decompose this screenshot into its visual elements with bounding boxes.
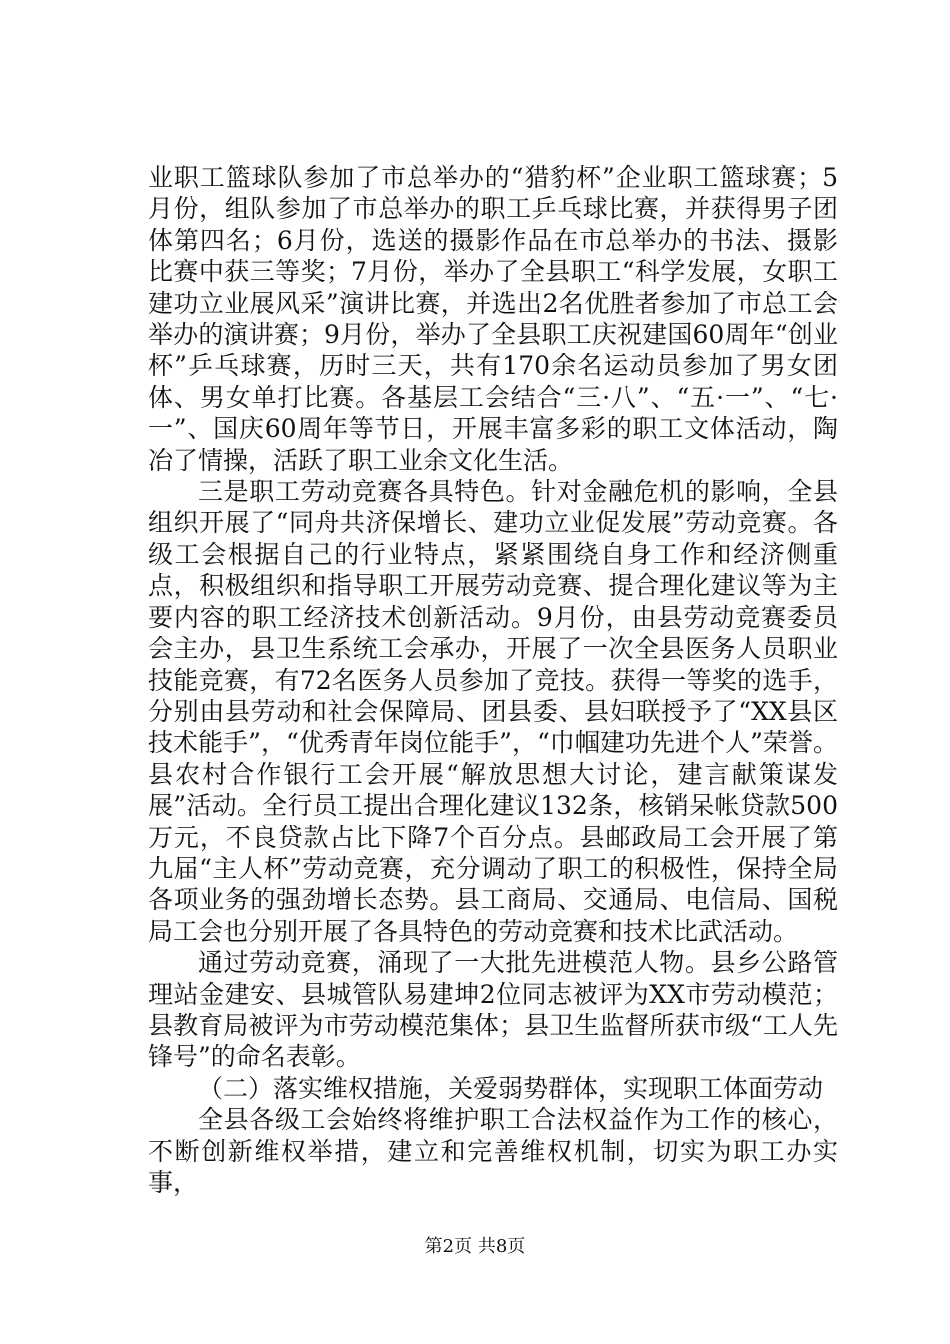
page-number-label: 第2页 共8页 (424, 1236, 526, 1257)
paragraph-2: 三是职工劳动竞赛各具特色。针对金融危机的影响，全县组织开展了“同舟共济保增长、建功立业促发展”劳动竞赛。各级工会根据自己的行业特点，紧紧围绕自身工作和经济侧重点，积极组织和指导职工开展劳动竞赛、提合理化建议等为主要内容的职工经济技术创新活动。9月份，由县劳动竞赛委员会主办，县卫生系统工会承办，开展了一次全县医务人员职业技能竞赛，有72名医务人员参加了竞技。获得一等奖的选手，分别由县劳动和社会保障局、团县委、县妇联授予了“XX县区技术能手”，“优秀青年岗位能手”，“巾帼建功先进个人”荣誉。县农村合作银行工会开展“解放思想大讨论，建言献策谋发展”活动。全行员工提出合理化建议132条，核销呆帐贷款500万元，不良贷款占比下降7个百分点。县邮政局工会开展了第九届“主人杯”劳动竞赛，充分调动了职工的积极性，保持全局各项业务的强劲增长态势。县工商局、交通局、电信局、国税局工会也分别开展了各具特色的劳动竞赛和技术比武活动。 (148, 477, 838, 946)
paragraph-1: 业职工篮球队参加了市总举办的“猎豹杯”企业职工篮球赛；5月份，组队参加了市总举办的职工乒乓球比赛，并获得男子团体第四名；6月份，选送的摄影作品在市总举办的书法、摄影比赛中获三等奖；7月份，举办了全县职工“科学发展，女职工建功立业展风采”演讲比赛，并选出2名优胜者参加了市总工会举办的演讲赛；9月份，举办了全县职工庆祝建国60周年“创业杯”乒乓球赛，历时三天，共有170余名运动员参加了男女团体、男女单打比赛。各基层工会结合“三·八”、“五·一”、“七·一”、国庆60周年等节日，开展丰富多彩的职工文体活动，陶冶了情操，活跃了职工业余文化生活。 (148, 163, 838, 475)
paragraph-3: 通过劳动竞赛，涌现了一大批先进模范人物。县乡公路管理站金建安、县城管队易建坤2位同志被评为XX市劳动模范；县教育局被评为市劳动模范集体；县卫生监督所获市级“工人先锋号”的命名表彰。 (148, 948, 838, 1072)
page-footer (0, 1235, 950, 1259)
paragraph-5: 全县各级工会始终将维护职工合法权益作为工作的核心，不断创新维权举措，建立和完善维权机制，切实为职工办实事， (148, 1105, 838, 1197)
document-body (148, 162, 838, 1198)
section-heading: （二）落实维权措施，关爱弱势群体，实现职工体面劳动 (198, 1073, 824, 1103)
